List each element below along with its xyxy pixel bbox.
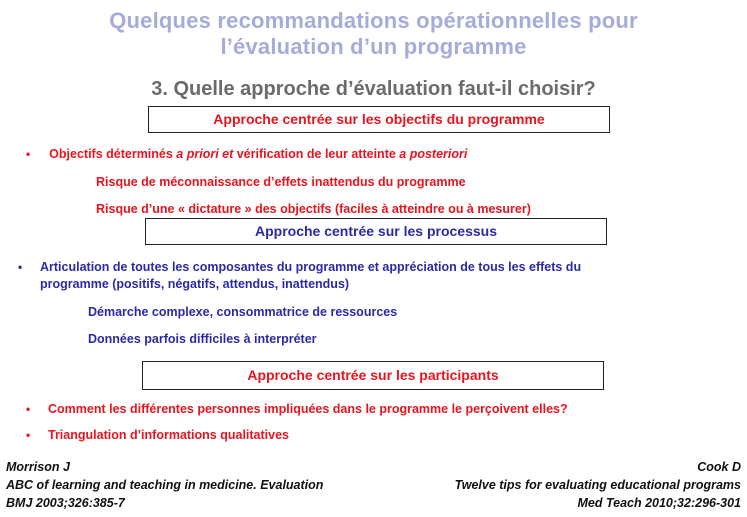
- bullet-dot: •: [18, 260, 23, 274]
- process-bullet-line-1: Articulation de toutes les composantes du programme et appréciation de tous les effets du: [40, 260, 582, 274]
- reference-left: [6, 458, 323, 512]
- reference-left-author: Morrison J: [6, 460, 70, 474]
- objectives-text-c: vérification de leur atteinte: [236, 147, 400, 161]
- participants-bullet-1-text: Comment les différentes personnes impliquées dans le programme le perçoivent elles?: [48, 402, 568, 416]
- reference-right: [455, 458, 741, 512]
- slide-subtitle: 3. Quelle approche d’évaluation faut-il choisir?: [151, 78, 596, 100]
- slide-title-line-1: Quelques recommandations opérationnelles pour: [109, 8, 638, 33]
- objectives-risk-2: Risque d’une « dictature » des objectifs (faciles à atteindre ou à mesurer): [96, 202, 531, 216]
- objectives-approach-label: Approche centrée sur les objectifs du programme: [213, 111, 545, 127]
- process-note-2: Données parfois difficiles à interpréter: [88, 332, 317, 346]
- bullet-dot: •: [26, 428, 31, 442]
- reference-right-journal: Med Teach 2010;32:296-301: [577, 496, 741, 510]
- reference-right-author: Cook D: [697, 460, 741, 474]
- objectives-approach-box: [148, 106, 610, 133]
- reference-right-title: Twelve tips for evaluating educational programs: [454, 478, 741, 492]
- participants-bullet-2: [26, 427, 289, 443]
- objectives-text-a: Objectifs déterminés: [49, 147, 177, 161]
- reference-left-title: ABC of learning and teaching in medicine. Evaluation: [6, 478, 324, 492]
- participants-approach-box: [142, 361, 604, 390]
- process-bullet-line-2: programme (positifs, négatifs, attendus, inattendus): [40, 277, 350, 291]
- bullet-dot: •: [26, 147, 31, 161]
- participants-approach-label: Approche centrée sur les participants: [247, 367, 499, 383]
- objectives-text-d: a posteriori: [399, 147, 468, 161]
- slide-title-line-2: l’évaluation d’un programme: [220, 34, 527, 59]
- process-note-1: Démarche complexe, consommatrice de ressources: [88, 305, 398, 319]
- participants-bullet-2-text: Triangulation d’informations qualitatives: [48, 428, 289, 442]
- process-approach-box: [145, 218, 607, 245]
- process-bullet: [18, 259, 581, 275]
- objectives-bullet: [26, 146, 467, 162]
- process-approach-label: Approche centrée sur les processus: [255, 223, 497, 239]
- objectives-text-b: a priori et: [176, 147, 237, 161]
- reference-left-journal: BMJ 2003;326:385-7: [6, 496, 125, 510]
- bullet-dot: •: [26, 402, 31, 416]
- objectives-risk-1: Risque de méconnaissance d’effets inattendus du programme: [96, 175, 466, 189]
- participants-bullet-1: [26, 401, 568, 417]
